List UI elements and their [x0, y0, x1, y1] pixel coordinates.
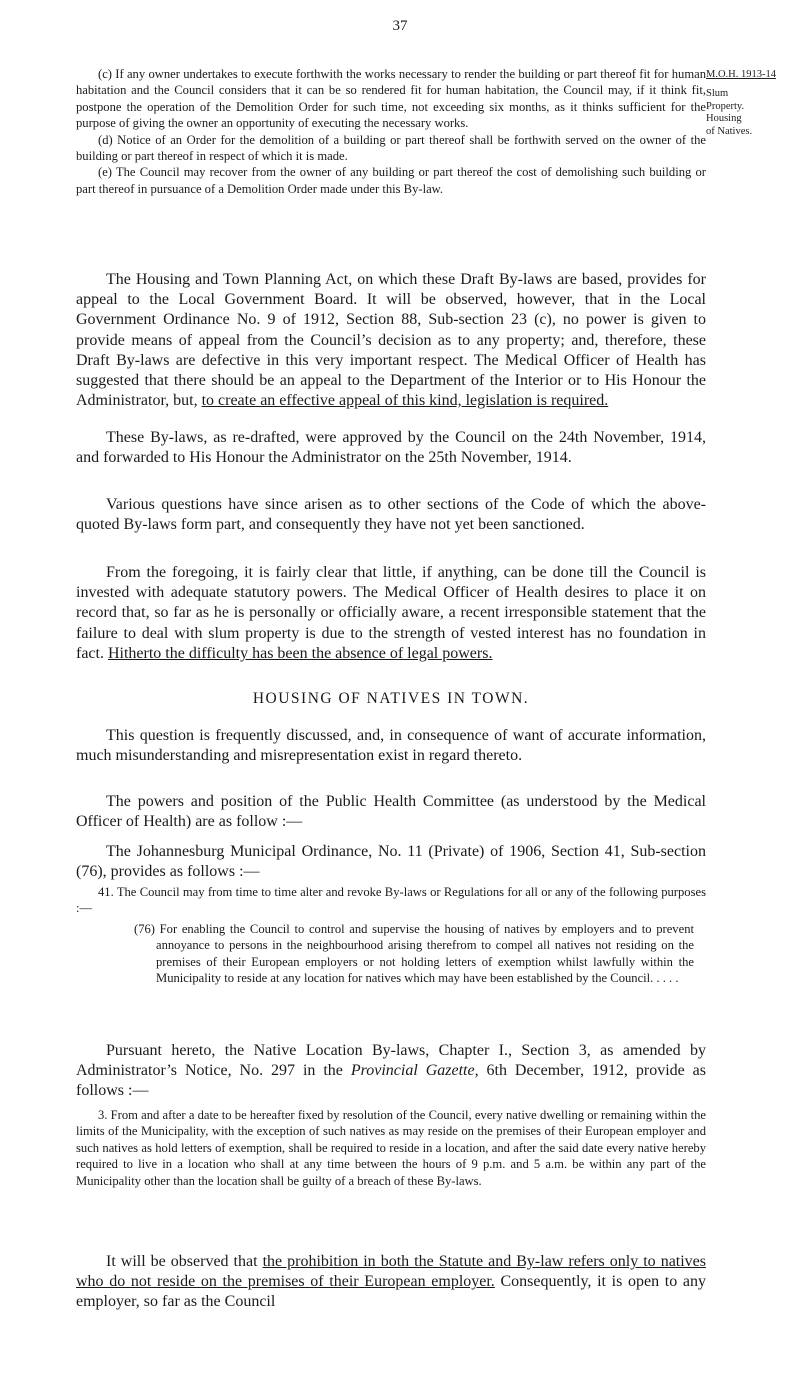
paragraph-redrafted-text: These By-laws, as re-drafted, were approved by the Council on the 24th November, 1914, and forwarded to His Honour the Administrator on the 25th November, 1914.	[76, 429, 706, 467]
paragraph-question-text: This question is frequently discussed, and, in consequence of want of accurate information, much misunderstanding and misrepresentation exist in regard thereto.	[76, 727, 706, 765]
clause-c: (c) If any owner undertakes to execute forthwith the works necessary to render the building or part thereof fit for human habitation and the Council considers that it can be so rendered fit for human habitation, the Council may, if it think fit, postpone the operation of the Demolition Order for such time, not exceeding six months, as it thinks sufficient for the purpose of giving the owner an opportunity of executing the necessary works.	[76, 67, 706, 131]
paragraph-appeal-text: The Housing and Town Planning Act, on which these Draft By-laws are based, provides for appeal to the Local Government Board. It will be observed, however, that in the Local Government Ordinance No. 9 of 1912, Section 88, Sub-section 23 (c), no power is given to provide means of appeal from the Council’s decision as to any property; and, therefore, these Draft By-laws are defective in this very important respect. The Medical Officer of Health has suggested that there should be an appeal to the Department of the Interior or to His Honour the Administrator, but,	[76, 271, 706, 410]
quote-41-text: 41. The Council may from time to time alter and revoke By-laws or Regulations for all or any of the following purposes :—	[76, 885, 706, 916]
margin-reference	[706, 69, 798, 82]
quote-section-3	[76, 1107, 706, 1189]
paragraph-appeal	[76, 270, 706, 411]
paragraph-pursuant-b: 6th December, 1912, provide as follows :—	[76, 1062, 706, 1100]
paragraph-ordinance	[76, 842, 706, 882]
clause-d: (d) Notice of an Order for the demolition of a building or part thereof shall be forthwith served on the owner of the building or part thereof in respect of which it is made.	[76, 132, 706, 164]
paragraph-powers-text: The powers and position of the Public Health Committee (as understood by the Medical Officer of Health) are as follow :—	[76, 793, 706, 831]
bylaw-clauses	[76, 66, 706, 197]
paragraph-foregoing-text: From the foregoing, it is fairly clear that little, if anything, can be done till the Council is invested with adequate statutory powers. The Medical Officer of Health desires to place it on record that, so far as he is personally or officially aware, a recent irresponsible statement that the failure to deal with slum property is due to the strength of vested interest has no foundation in fact.	[76, 564, 706, 662]
paragraph-foregoing	[76, 563, 706, 664]
paragraph-redrafted	[76, 428, 706, 468]
paragraph-questions-text: Various questions have since arisen as to other sections of the Code of which the above-quoted By-laws form part, and consequently they have not yet been sanctioned.	[76, 496, 706, 534]
margin-note-housing: Housing	[706, 113, 742, 124]
paragraph-observed-b: Consequently, it is open to any employer, so far as the Council	[76, 1273, 706, 1311]
margin-note-natives: of Natives.	[706, 125, 753, 137]
quote-76-text: (76) For enabling the Council to control and supervise the housing of natives by employers and to prevent annoyance to persons in the neighbourhood arising therefrom to compel all natives not residing on the premises of their European employers or not holding letters of exemption whilst lawfully within the Municipality to reside at any location for natives which may have been established by the Council. . . . .	[134, 922, 694, 986]
paragraph-foregoing-underlined: Hitherto the difficulty has been the absence of legal powers.	[107, 644, 493, 662]
paragraph-appeal-underlined: to create an effective appeal of this kind, legislation is required.	[201, 392, 609, 410]
quote-3-text: 3. From and after a date to be hereafter fixed by resolution of the Council, every native dwelling or remaining within the limits of the Municipality, with the exception of such natives as may reside on the premises of their European employer and such natives as hold letters of exemption, shall be required to reside in a location, and after the said date every native hereby required to live in a location who shall at any time between the hours of 9 p.m. and 5 a.m. be within any part of the Municipality other than the location shall be guilty of a breach of these By-laws.	[76, 1108, 706, 1188]
paragraph-observed-underlined: the prohibition in both the Statute and By-law refers only to natives who do not reside on the premises of their European employer.	[76, 1253, 707, 1291]
paragraph-pursuant	[76, 1041, 706, 1102]
section-heading-block	[76, 690, 706, 708]
paragraph-question	[76, 726, 706, 766]
section-heading: HOUSING OF NATIVES IN TOWN.	[252, 690, 530, 707]
paragraph-powers	[76, 792, 706, 832]
quote-section-41	[76, 884, 706, 917]
quote-subsection-76	[76, 921, 706, 987]
paragraph-ordinance-text: The Johannesburg Municipal Ordinance, No. 11 (Private) of 1906, Section 41, Sub-section (76), provides as follows :—	[76, 843, 706, 881]
margin-note-slum: Slum	[706, 88, 729, 99]
clause-e: (e) The Council may recover from the owner of any building or part thereof the cost of demolishing such building or part thereof in pursuance of a Demolition Order made under this By-law.	[76, 165, 706, 196]
paragraph-pursuant-a: Pursuant hereto, the Native Location By-laws, Chapter I., Section 3, as amended by Administrator’s Notice, No. 297 in the	[76, 1042, 706, 1080]
margin-note-slum-property	[706, 88, 798, 138]
paragraph-pursuant-italic: Provincial Gazette,	[350, 1062, 479, 1080]
margin-ref-moh: M.O.H. 1913-14	[706, 69, 776, 80]
paragraph-questions	[76, 495, 706, 535]
page-number: 37	[392, 18, 408, 34]
paragraph-observed-a: It will be observed that	[106, 1253, 263, 1270]
paragraph-observed	[76, 1252, 706, 1313]
margin-note-property: Property.	[706, 100, 745, 112]
